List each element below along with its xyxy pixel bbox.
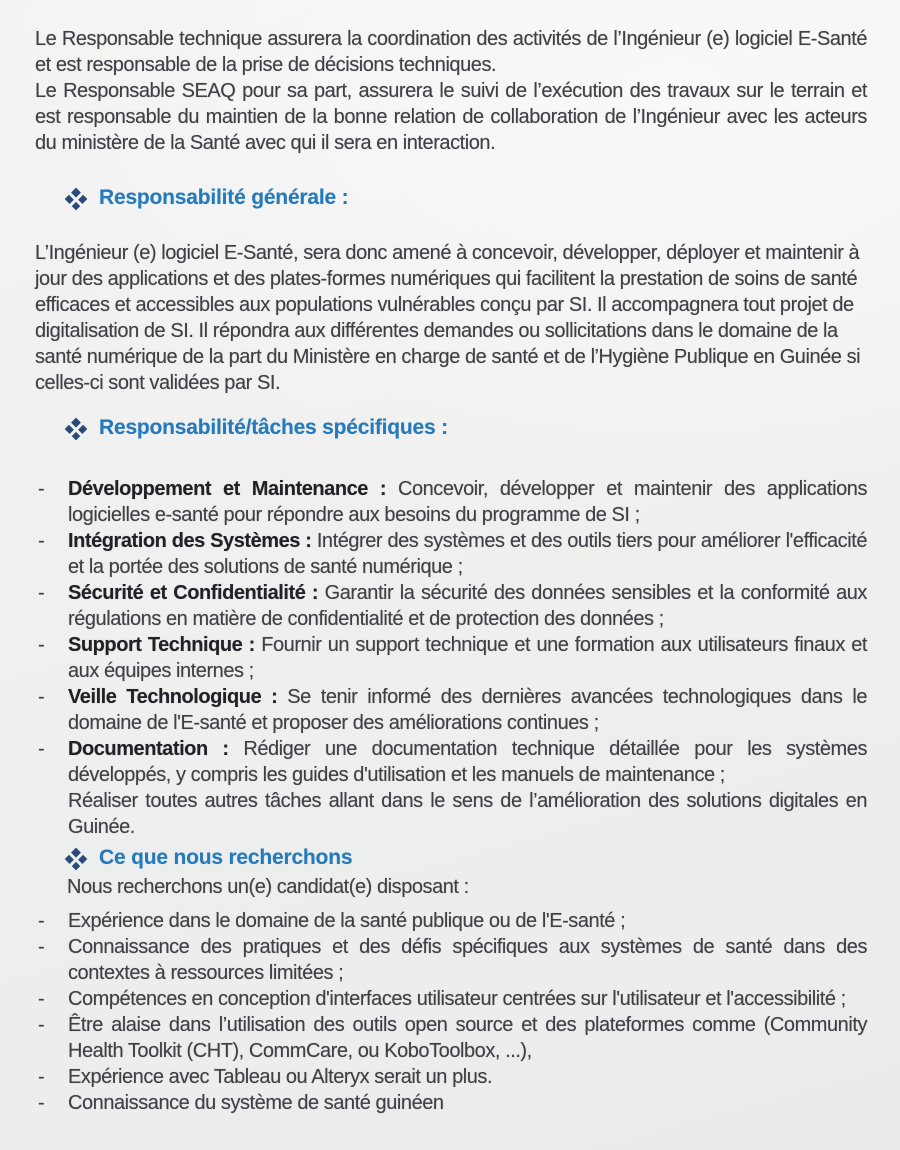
dash-bullet-icon: - [38, 988, 45, 1010]
intro-paragraph: Le Responsable SEAQ pour sa part, assurera le suivi de l’exécution des travaux sur le terrain et est responsable du maintien de la bonne relation de collaboration de l’Ingénieur avec les acteurs du ministère de la Santé avec qui il sera en interaction. [35, 80, 867, 154]
section-heading-wanted [66, 846, 352, 870]
four-diamond-icon [65, 848, 88, 871]
task-item [35, 528, 867, 580]
wanted-text: Connaissance du système de santé guinéen [68, 1092, 444, 1114]
wanted-item [35, 908, 867, 934]
wanted-item [35, 986, 867, 1012]
four-diamond-icon [65, 418, 88, 441]
dash-bullet-icon: - [38, 634, 45, 656]
task-text: Développement et Maintenance : Concevoir, développer et maintenir des applications logicielles e-santé pour répondre aux besoins du programme de SI ; [68, 478, 867, 526]
dash-bullet-icon: - [38, 478, 45, 500]
wanted-item [35, 1090, 867, 1116]
dash-bullet-icon: - [38, 1014, 45, 1036]
four-diamond-icon [65, 188, 88, 211]
dash-bullet-icon: - [38, 1066, 45, 1088]
task-item [35, 632, 867, 684]
section-heading-label: Responsabilité/tâches spécifiques : [99, 416, 448, 439]
wanted-text: Expérience avec Tableau ou Alteryx serait un plus. [68, 1066, 493, 1088]
wanted-item [35, 934, 867, 986]
section-heading-label: Ce que nous recherchons [99, 846, 353, 869]
section-heading-general [66, 186, 348, 210]
task-list [35, 476, 867, 840]
wanted-subtitle-block [67, 874, 867, 900]
intro-block [35, 26, 867, 156]
intro-paragraph: Le Responsable technique assurera la coordination des activités de l’Ingénieur (e) logiciel E-Santé et est responsable de la prise de décisions techniques. [35, 28, 867, 76]
dash-bullet-icon: - [38, 738, 45, 760]
general-body-block [35, 240, 867, 396]
dash-bullet-icon: - [38, 910, 45, 932]
dash-bullet-icon: - [38, 582, 45, 604]
task-item [35, 684, 867, 736]
task-item [35, 476, 867, 528]
dash-bullet-icon: - [38, 936, 45, 958]
task-text: Réaliser toutes autres tâches allant dans le sens de l’amélioration des solutions digitales en Guinée. [68, 790, 867, 838]
general-body-paragraph: L’Ingénieur (e) logiciel E-Santé, sera donc amené à concevoir, développer, déployer et maintenir à jour des applications et des plates-formes numériques qui facilitent la prestation de soins de santé efficaces et accessibles aux populations vulnérables conçu par SI. Il accompagnera tout projet de digitalisation de SI. Il répondra aux différentes demandes ou sollicitations dans le domaine de la santé numérique de la part du Ministère en charge de santé et de l’Hygiène Publique en Guinée si celles-ci sont validées par SI. [35, 242, 861, 394]
wanted-text: Compétences en conception d'interfaces utilisateur centrées sur l'utilisateur et l'accessibilité ; [68, 988, 846, 1010]
wanted-item [35, 1064, 867, 1090]
task-item [35, 736, 867, 788]
section-heading-specific [66, 416, 448, 440]
wanted-list [35, 908, 867, 1116]
wanted-subtitle: Nous recherchons un(e) candidat(e) disposant : [67, 876, 469, 898]
wanted-text: Expérience dans le domaine de la santé publique ou de l'E-santé ; [68, 910, 626, 932]
dash-bullet-icon: - [38, 1092, 45, 1114]
dash-bullet-icon: - [38, 530, 45, 552]
task-item [35, 580, 867, 632]
dash-bullet-icon: - [38, 686, 45, 708]
section-heading-label: Responsabilité générale : [99, 186, 349, 209]
wanted-text: Être alaise dans l’utilisation des outils open source et des plateformes comme (Community Health Toolkit (CHT), CommCare, ou KoboToolbox, ...), [68, 1014, 867, 1062]
task-text: Intégration des Systèmes : Intégrer des systèmes et des outils tiers pour améliorer l'efficacité et la portée des solutions de santé numérique ; [68, 530, 867, 578]
task-text: Support Technique : Fournir un support technique et une formation aux utilisateurs finaux et aux équipes internes ; [68, 634, 867, 682]
task-extra-note [35, 788, 867, 840]
task-text: Documentation : Rédiger une documentation technique détaillée pour les systèmes développés, y compris les guides d'utilisation et les manuels de maintenance ; [68, 738, 867, 786]
wanted-item [35, 1012, 867, 1064]
wanted-text: Connaissance des pratiques et des défis spécifiques aux systèmes de santé dans des contextes à ressources limitées ; [68, 936, 867, 984]
task-text: Veille Technologique : Se tenir informé des dernières avancées technologiques dans le domaine de l'E-santé et proposer des améliorations continues ; [68, 686, 867, 734]
task-text: Sécurité et Confidentialité : Garantir la sécurité des données sensibles et la conformité aux régulations en matière de confidentialité et de protection des données ; [68, 582, 867, 630]
